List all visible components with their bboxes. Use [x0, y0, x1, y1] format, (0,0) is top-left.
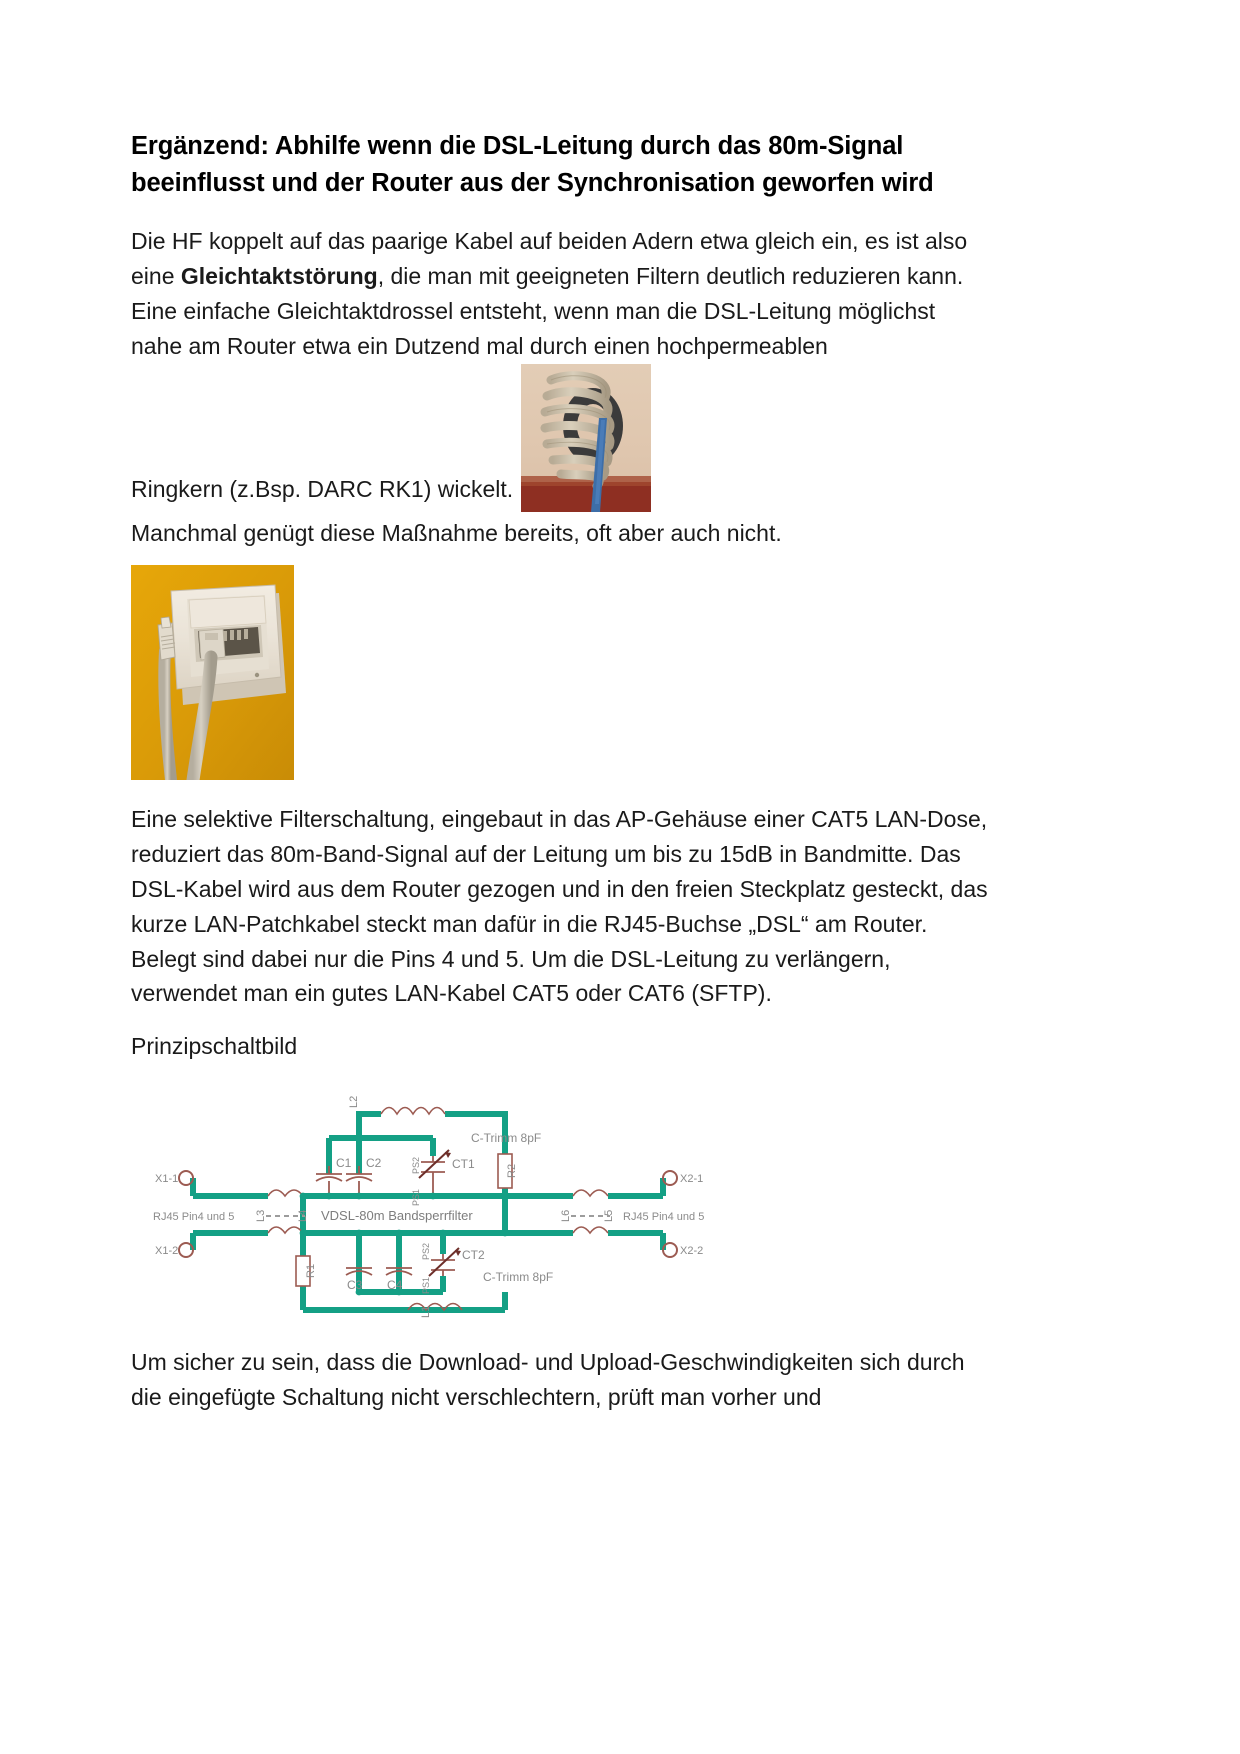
label-l6: L6	[560, 1210, 572, 1223]
circuit-title: VDSL-80m Bandsperrfilter	[321, 1208, 473, 1224]
label-ps2-bottom: PS2	[421, 1243, 431, 1261]
paragraph-intro-part-a: Die HF koppelt auf das paarige Kabel auf beiden Adern etwa gleich ein, es ist also eine	[131, 227, 968, 289]
socket-photo-graphic	[131, 565, 294, 780]
circuit-diagram-graphic	[153, 1078, 713, 1323]
label-ctrim-bottom: C-Trimm 8pF	[483, 1270, 554, 1285]
trimmer-ct1	[419, 1150, 451, 1196]
label-left-pins: RJ45 Pin4 und 5	[153, 1211, 235, 1224]
label-l1: L1	[420, 1306, 432, 1319]
label-ps1-bottom: PS1	[421, 1277, 431, 1295]
label-x1-1: X1-1	[155, 1173, 179, 1186]
label-l2: L2	[348, 1096, 360, 1109]
label-c2: C2	[366, 1156, 382, 1171]
paragraph-prinzipschaltbild: Prinzipschaltbild	[131, 1033, 298, 1060]
paragraph-manchmal: Manchmal genügt diese Maßnahme bereits, oft aber auch nicht.	[131, 519, 782, 546]
capacitor-c1	[316, 1166, 342, 1196]
document-content	[131, 128, 991, 1415]
coil-coupling-indicators	[266, 1125, 610, 1216]
label-ps1-top: PS1	[411, 1189, 421, 1207]
label-c4: C4	[387, 1278, 403, 1293]
label-c3: C3	[347, 1278, 363, 1293]
ringkern-photo	[521, 364, 651, 512]
label-r1: R1	[305, 1264, 317, 1279]
circuit-diagram	[153, 1078, 713, 1323]
paragraph-intro	[131, 224, 991, 364]
page-title: Ergänzend: Abhilfe wenn die DSL-Leitung durch das 80m-Signal beeinflusst und der Router aus der Synchronisation geworfen wird	[131, 132, 934, 197]
label-x2-2: X2-2	[680, 1245, 704, 1258]
paragraph-intro-emphasis: Gleichtaktstörung	[180, 262, 378, 289]
label-right-pins: RJ45 Pin4 und 5	[623, 1211, 705, 1224]
ringkern-caption: Ringkern (z.Bsp. DARC RK1) wickelt.	[131, 475, 514, 502]
label-r2: R2	[506, 1164, 518, 1179]
circuit-labels	[153, 1096, 704, 1318]
label-x2-1: X2-1	[680, 1173, 704, 1186]
label-c1: C1	[336, 1156, 352, 1171]
label-ct2: CT2	[462, 1248, 485, 1263]
paragraph-intro-part-b: , die man mit geeigneten Filtern deutlich reduzieren kann. Eine einfache Gleichtaktdrossel entsteht, wenn man die DSL-Leitung möglichst nahe am Router etwa ein Dutzend mal durch einen hochpermeablen	[131, 262, 964, 359]
paragraph-closing: Um sicher zu sein, dass die Download- und Upload-Geschwindigkeiten sich durch die eingefügte Schaltung nicht verschlechtern, prüft man vorher und	[131, 1349, 965, 1411]
capacitor-c2	[346, 1166, 372, 1196]
paragraph-filterschaltung: Eine selektive Filterschaltung, eingebaut in das AP-Gehäuse einer CAT5 LAN-Dose, reduziert das 80m-Band-Signal auf der Leitung um bis zu 15dB in Bandmitte. Das DSL-Kabel wird aus dem Router gezogen und in den freien Steckplatz gesteckt, das kurze LAN-Patchkabel steckt man dafür in die RJ45-Buchse „DSL“ am Router. Belegt sind dabei nur die Pins 4 und 5. Um die DSL-Leitung zu verlängern, verwendet man ein gutes LAN-Kabel CAT5 oder CAT6 (SFTP).	[131, 805, 988, 1007]
ringkern-photo-graphic	[521, 364, 651, 512]
label-l3: L3	[255, 1210, 267, 1223]
socket-photo	[131, 565, 294, 780]
label-ps2-top: PS2	[411, 1157, 421, 1175]
label-ctrim-top: C-Trimm 8pF	[471, 1131, 542, 1146]
label-l4: L4	[297, 1210, 309, 1223]
ringkern-figure-row	[131, 364, 991, 516]
label-x1-2: X1-2	[155, 1245, 179, 1258]
label-ct1: CT1	[452, 1157, 475, 1172]
label-l5: L5	[603, 1210, 615, 1223]
